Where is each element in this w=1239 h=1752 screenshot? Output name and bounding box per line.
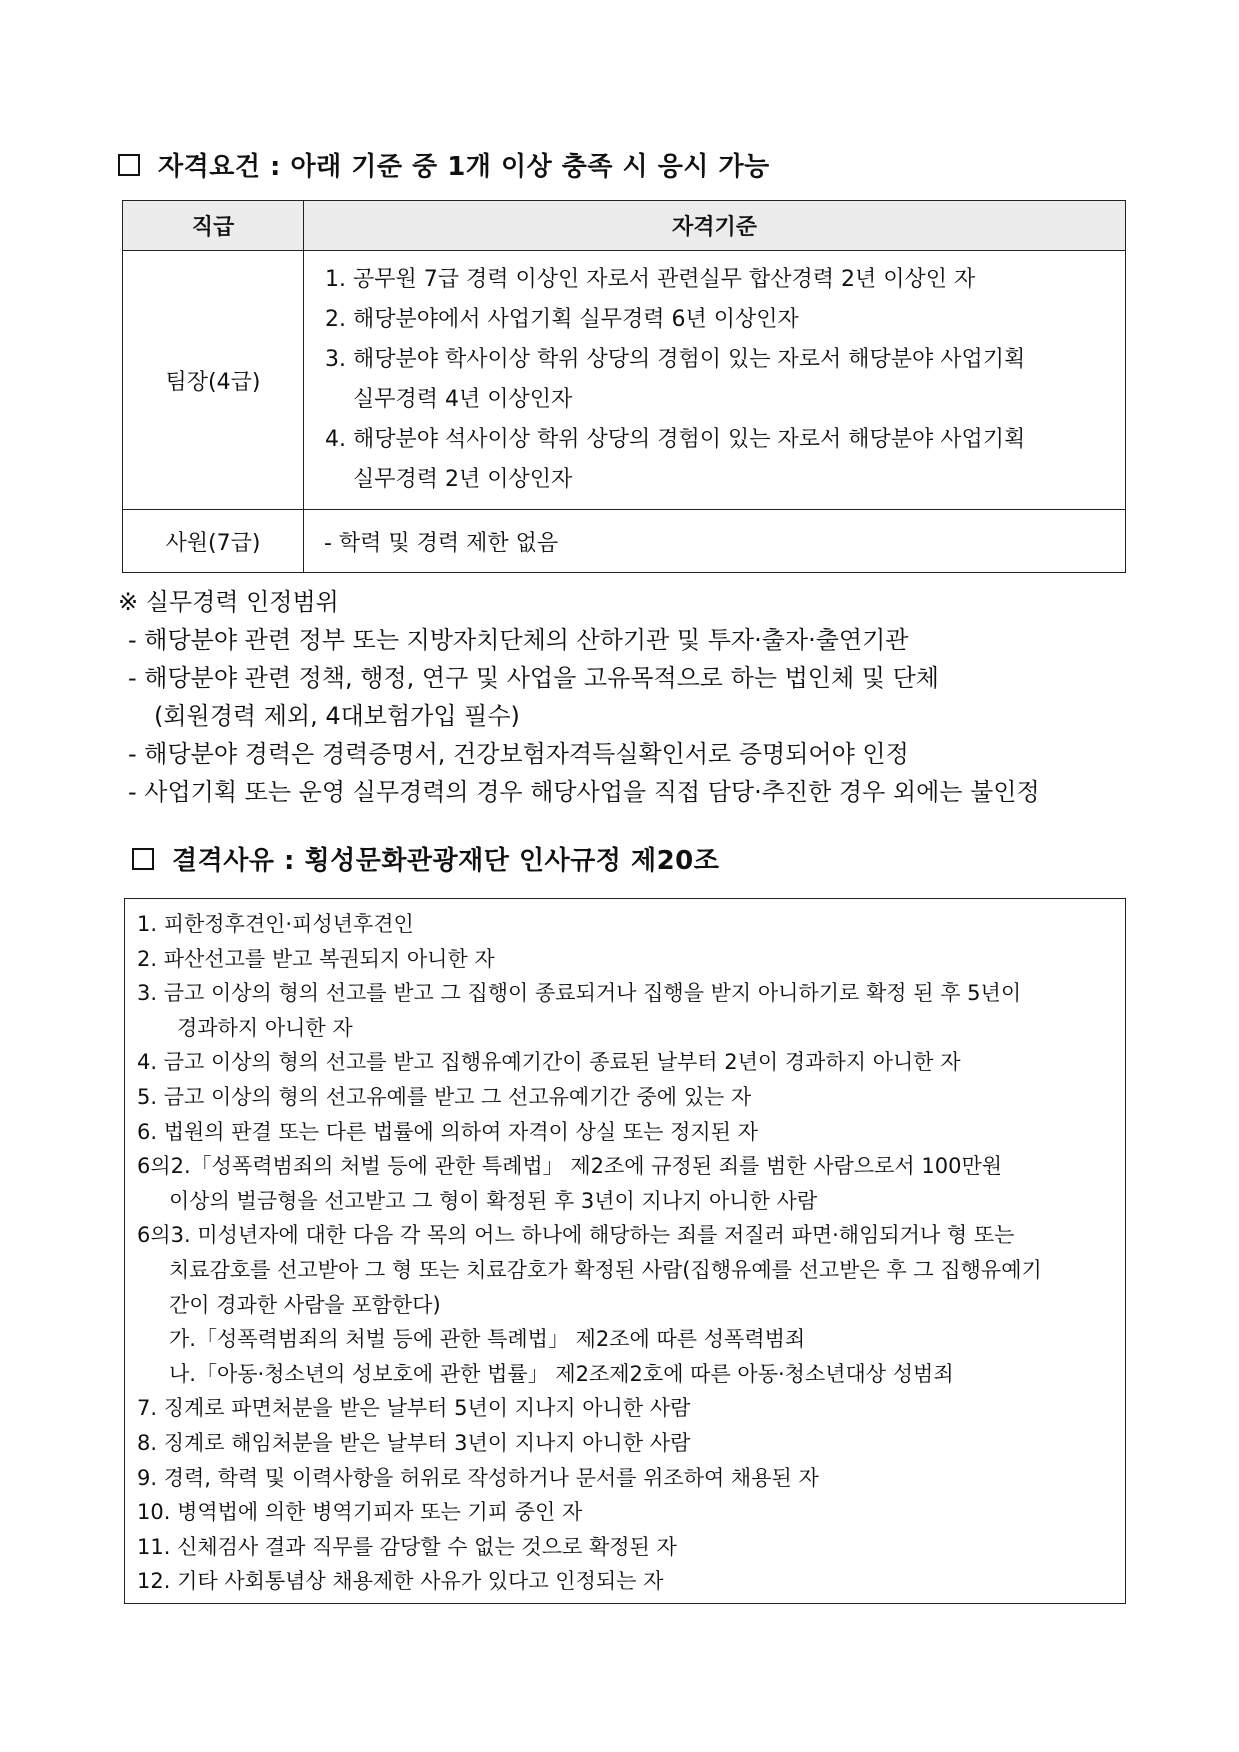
- disq-line: 4. 금고 이상의 형의 선고를 받고 집행유예기간이 종료된 날부터 2년이 경과하지 아니한 자: [137, 1050, 961, 1075]
- section-title-qualifications: [118, 146, 770, 183]
- disq-line: 9. 경력, 학력 및 이력사항을 허위로 작성하거나 문서를 위조하여 채용된 자: [137, 1465, 819, 1490]
- disq-line: 10. 병역법에 의한 병역기피자 또는 기피 중인 자: [137, 1500, 583, 1525]
- note-item: (회원경력 제외, 4대보험가입 필수): [154, 702, 520, 730]
- notes-heading: ※ 실무경력 인정범위: [118, 588, 339, 616]
- note-item: - 해당분야 관련 정부 또는 지방자치단체의 산하기관 및 투자·출자·출연기관: [128, 626, 909, 654]
- criteria-cell: [304, 251, 1126, 510]
- header-grade: 직급: [123, 201, 304, 251]
- table-row: [123, 251, 1126, 510]
- disq-line: 11. 신체검사 결과 직무를 감당할 수 없는 것으로 확정된 자: [137, 1534, 677, 1559]
- note-item: - 해당분야 경력은 경력증명서, 건강보험자격득실확인서로 증명되어야 인정: [128, 740, 909, 768]
- disq-line: 6의3. 미성년자에 대한 다음 각 목의 어느 하나에 해당하는 죄를 저질러 파면·해임되거나 형 또는: [137, 1223, 1015, 1248]
- table-header-row: [123, 201, 1126, 251]
- qualification-table: [122, 200, 1126, 573]
- disqualification-box: [124, 898, 1126, 1604]
- criteria-line: 1. 공무원 7급 경력 이상인 자로서 관련실무 합산경력 2년 이상인 자: [325, 267, 976, 292]
- criteria-line: 실무경력 4년 이상인자: [353, 387, 573, 412]
- section-title-text: 결격사유 : 횡성문화관광재단 인사규정 제20조: [172, 846, 720, 876]
- experience-notes: [118, 583, 1040, 811]
- disq-line: 치료감호를 선고받아 그 형 또는 치료감호가 확정된 사람(집행유예를 선고받은 후 그 집행유예기: [169, 1257, 1042, 1282]
- disq-line: 8. 징계로 해임처분을 받은 날부터 3년이 지나지 아니한 사람: [137, 1430, 691, 1455]
- disq-line: 7. 징계로 파면처분을 받은 날부터 5년이 지나지 아니한 사람: [137, 1396, 691, 1421]
- table-row: [123, 510, 1126, 573]
- disq-line: 6. 법원의 판결 또는 다른 법률에 의하여 자격이 상실 또는 정지된 자: [137, 1119, 758, 1144]
- disq-line: 1. 피한정후견인·피성년후견인: [137, 912, 414, 936]
- checkbox-icon: [132, 848, 154, 870]
- checkbox-icon: [118, 154, 140, 176]
- header-criteria: 자격기준: [304, 201, 1126, 251]
- disq-line: 5. 금고 이상의 형의 선고유예를 받고 그 선고유예기간 중에 있는 자: [137, 1084, 752, 1109]
- section-title-text: 자격요건 : 아래 기준 중 1개 이상 충족 시 응시 가능: [158, 152, 770, 182]
- section-title-disqualifications: [132, 840, 719, 877]
- note-item: - 사업기획 또는 운영 실무경력의 경우 해당사업을 직접 담당·추진한 경우 외에는 불인정: [128, 778, 1040, 806]
- criteria-cell: - 학력 및 경력 제한 없음: [304, 510, 1126, 573]
- disq-line: 6의2.「성폭력범죄의 처벌 등에 관한 특례법」 제2조에 규정된 죄를 범한 사람으로서 100만원: [137, 1154, 1003, 1179]
- criteria-line: 실무경력 2년 이상인자: [353, 467, 573, 492]
- note-item: - 해당분야 관련 정책, 행정, 연구 및 사업을 고유목적으로 하는 법인체 및 단체: [128, 664, 939, 692]
- criteria-line: 3. 해당분야 학사이상 학위 상당의 경험이 있는 자로서 해당분야 사업기획: [325, 347, 1026, 372]
- disq-line: 12. 기타 사회통념상 채용제한 사유가 있다고 인정되는 자: [137, 1569, 664, 1594]
- grade-cell: 사원(7급): [123, 510, 304, 573]
- disq-line: 나.「아동·청소년의 성보호에 관한 법률」 제2조제2호에 따른 아동·청소년대상 성범죄: [169, 1361, 954, 1386]
- criteria-line: 2. 해당분야에서 사업기획 실무경력 6년 이상인자: [325, 307, 799, 332]
- disq-line: 경과하지 아니한 자: [177, 1015, 353, 1040]
- criteria-line: 4. 해당분야 석사이상 학위 상당의 경험이 있는 자로서 해당분야 사업기획: [325, 427, 1026, 452]
- disq-line: 2. 파산선고를 받고 복권되지 아니한 자: [137, 946, 495, 971]
- disq-line: 3. 금고 이상의 형의 선고를 받고 그 집행이 종료되거나 집행을 받지 아니하기로 확정 된 후 5년이: [137, 981, 1022, 1006]
- disq-line: 가.「성폭력범죄의 처벌 등에 관한 특례법」 제2조에 따른 성폭력범죄: [169, 1327, 806, 1352]
- disq-line: 이상의 벌금형을 선고받고 그 형이 확정된 후 3년이 지나지 아니한 사람: [169, 1188, 818, 1213]
- disq-line: 간이 경과한 사람을 포함한다): [169, 1292, 441, 1317]
- grade-cell: 팀장(4급): [123, 251, 304, 510]
